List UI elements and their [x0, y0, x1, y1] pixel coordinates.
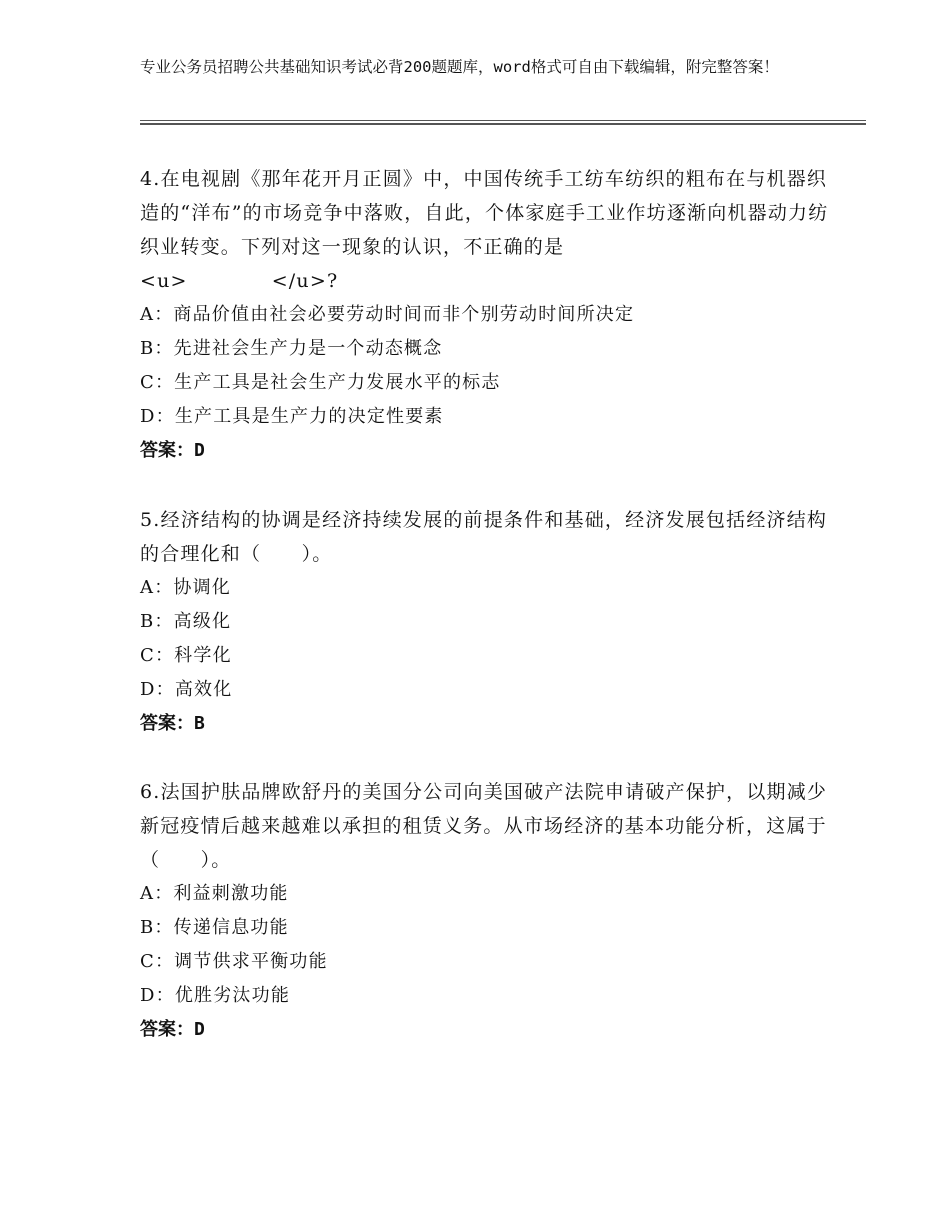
question-4-option-d: D：生产工具是生产力的决定性要素	[140, 406, 444, 427]
header-divider-thin	[140, 120, 866, 121]
underline-close-tag: </u>?	[271, 270, 339, 292]
question-5-option-d: D：高效化	[140, 679, 233, 700]
underline-open-tag: <u>	[140, 270, 188, 292]
question-4-stem: 4.在电视剧《那年花开月正圆》中，中国传统手工纺车纺织的粗布在与机器织造的“洋布”的市场竞争中落败，自此，个体家庭手工业作坊逐渐向机器动力纺织业转变。下列对这一现象的认识，不正确的是	[140, 168, 829, 258]
question-6-option-d: D：优胜劣汰功能	[140, 985, 291, 1006]
question-4-option-a: A：商品价值由社会必要劳动时间而非个别劳动时间所决定	[140, 304, 635, 325]
question-5	[140, 503, 840, 741]
question-6-answer: 答案：D	[140, 1019, 205, 1040]
question-4	[140, 162, 840, 468]
question-4-text	[140, 162, 840, 298]
question-5-answer: 答案：B	[140, 713, 205, 734]
question-6-option-b: B：传递信息功能	[140, 917, 289, 938]
question-6-option-c: C：调节供求平衡功能	[140, 951, 328, 972]
question-5-option-c: C：科学化	[140, 645, 232, 666]
document-header: 专业公务员招聘公共基础知识考试必背200题题库，word格式可自由下载编辑，附完整答案！	[140, 58, 779, 76]
question-5-text: 5.经济结构的协调是经济持续发展的前提条件和基础，经济发展包括经济结构的合理化和（ ）。	[140, 509, 828, 565]
question-5-option-b: B：高级化	[140, 611, 232, 632]
question-4-answer: 答案：D	[140, 440, 205, 461]
question-6-option-a: A：利益刺激功能	[140, 883, 289, 904]
header-divider-thick	[140, 123, 866, 125]
question-4-option-b: B：先进社会生产力是一个动态概念	[140, 338, 443, 359]
question-4-option-c: C：生产工具是社会生产力发展水平的标志	[140, 372, 501, 393]
question-5-option-a: A：协调化	[140, 577, 231, 598]
question-6-text: 6.法国护肤品牌欧舒丹的美国分公司向美国破产法院申请破产保护，以期减少新冠疫情后越来越难以承担的租赁义务。从市场经济的基本功能分析，这属于（ ）。	[140, 781, 828, 871]
question-6	[140, 775, 840, 1047]
